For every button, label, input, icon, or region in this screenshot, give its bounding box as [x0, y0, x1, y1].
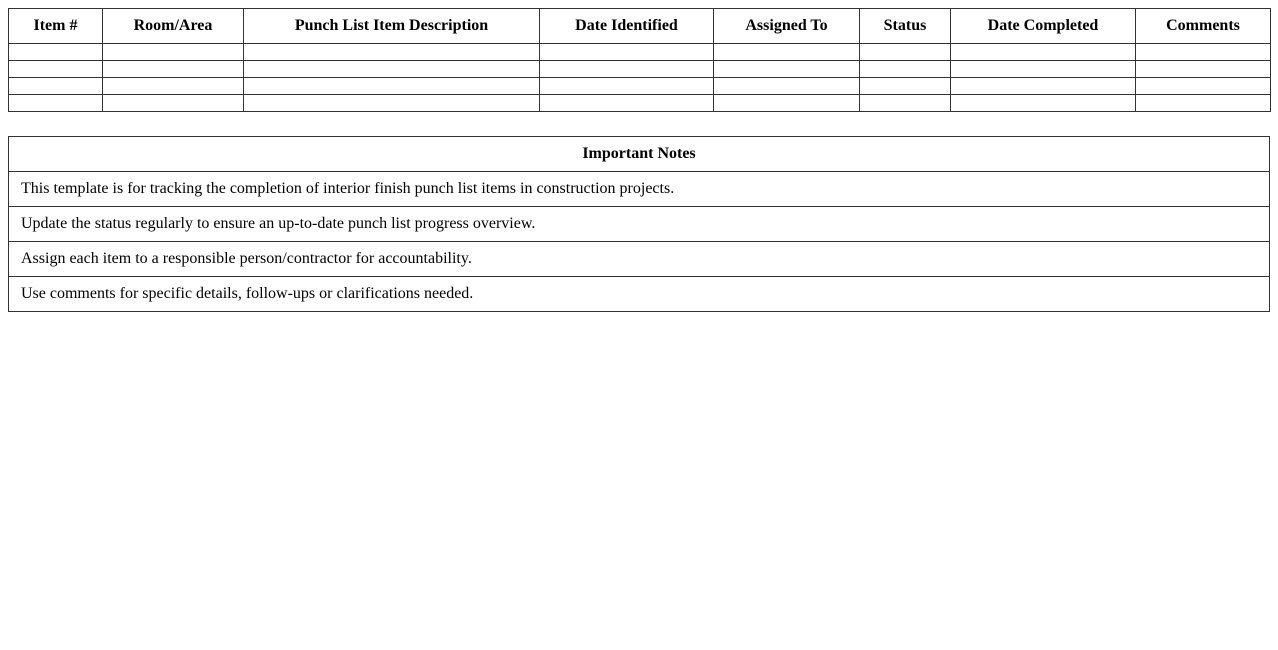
- important-notes-table: [8, 136, 1270, 312]
- table-row: [9, 78, 1271, 95]
- column-header-room-area: Room/Area: [103, 9, 244, 44]
- notes-header-row: [9, 137, 1270, 172]
- table-cell[interactable]: [103, 44, 244, 61]
- table-cell[interactable]: [103, 95, 244, 112]
- note-text: Assign each item to a responsible person/contractor for accountability.: [9, 242, 1270, 277]
- note-row: [9, 172, 1270, 207]
- note-row: [9, 207, 1270, 242]
- column-header-assigned-to: Assigned To: [714, 9, 860, 44]
- header-row: [9, 9, 1271, 44]
- table-cell[interactable]: [9, 95, 103, 112]
- table-cell[interactable]: [540, 95, 714, 112]
- table-cell[interactable]: [244, 44, 540, 61]
- note-text: Use comments for specific details, follow-ups or clarifications needed.: [9, 277, 1270, 312]
- table-cell[interactable]: [540, 44, 714, 61]
- table-row: [9, 44, 1271, 61]
- table-cell[interactable]: [244, 61, 540, 78]
- table-cell[interactable]: [1136, 44, 1271, 61]
- table-cell[interactable]: [860, 61, 951, 78]
- table-cell[interactable]: [9, 44, 103, 61]
- table-cell[interactable]: [714, 95, 860, 112]
- column-header-comments: Comments: [1136, 9, 1271, 44]
- table-cell[interactable]: [244, 95, 540, 112]
- table-row: [9, 61, 1271, 78]
- column-header-status: Status: [860, 9, 951, 44]
- note-row: [9, 277, 1270, 312]
- table-cell[interactable]: [103, 78, 244, 95]
- table-cell[interactable]: [860, 95, 951, 112]
- notes-title: Important Notes: [9, 137, 1270, 172]
- column-header-description: Punch List Item Description: [244, 9, 540, 44]
- table-cell[interactable]: [860, 78, 951, 95]
- table-cell[interactable]: [540, 78, 714, 95]
- column-header-date-completed: Date Completed: [951, 9, 1136, 44]
- table-cell[interactable]: [951, 61, 1136, 78]
- table-cell[interactable]: [714, 78, 860, 95]
- table-row: [9, 95, 1271, 112]
- table-cell[interactable]: [714, 61, 860, 78]
- table-cell[interactable]: [1136, 78, 1271, 95]
- table-cell[interactable]: [1136, 61, 1271, 78]
- table-cell[interactable]: [9, 61, 103, 78]
- column-header-item-number: Item #: [9, 9, 103, 44]
- table-cell[interactable]: [860, 44, 951, 61]
- table-cell[interactable]: [951, 78, 1136, 95]
- table-cell[interactable]: [714, 44, 860, 61]
- table-cell[interactable]: [951, 44, 1136, 61]
- note-text: This template is for tracking the completion of interior finish punch list items in construction projects.: [9, 172, 1270, 207]
- punch-list-table: [8, 8, 1271, 112]
- table-cell[interactable]: [951, 95, 1136, 112]
- table-cell[interactable]: [244, 78, 540, 95]
- table-cell[interactable]: [540, 61, 714, 78]
- note-row: [9, 242, 1270, 277]
- table-cell[interactable]: [103, 61, 244, 78]
- table-cell[interactable]: [1136, 95, 1271, 112]
- table-cell[interactable]: [9, 78, 103, 95]
- column-header-date-identified: Date Identified: [540, 9, 714, 44]
- note-text: Update the status regularly to ensure an up-to-date punch list progress overview.: [9, 207, 1270, 242]
